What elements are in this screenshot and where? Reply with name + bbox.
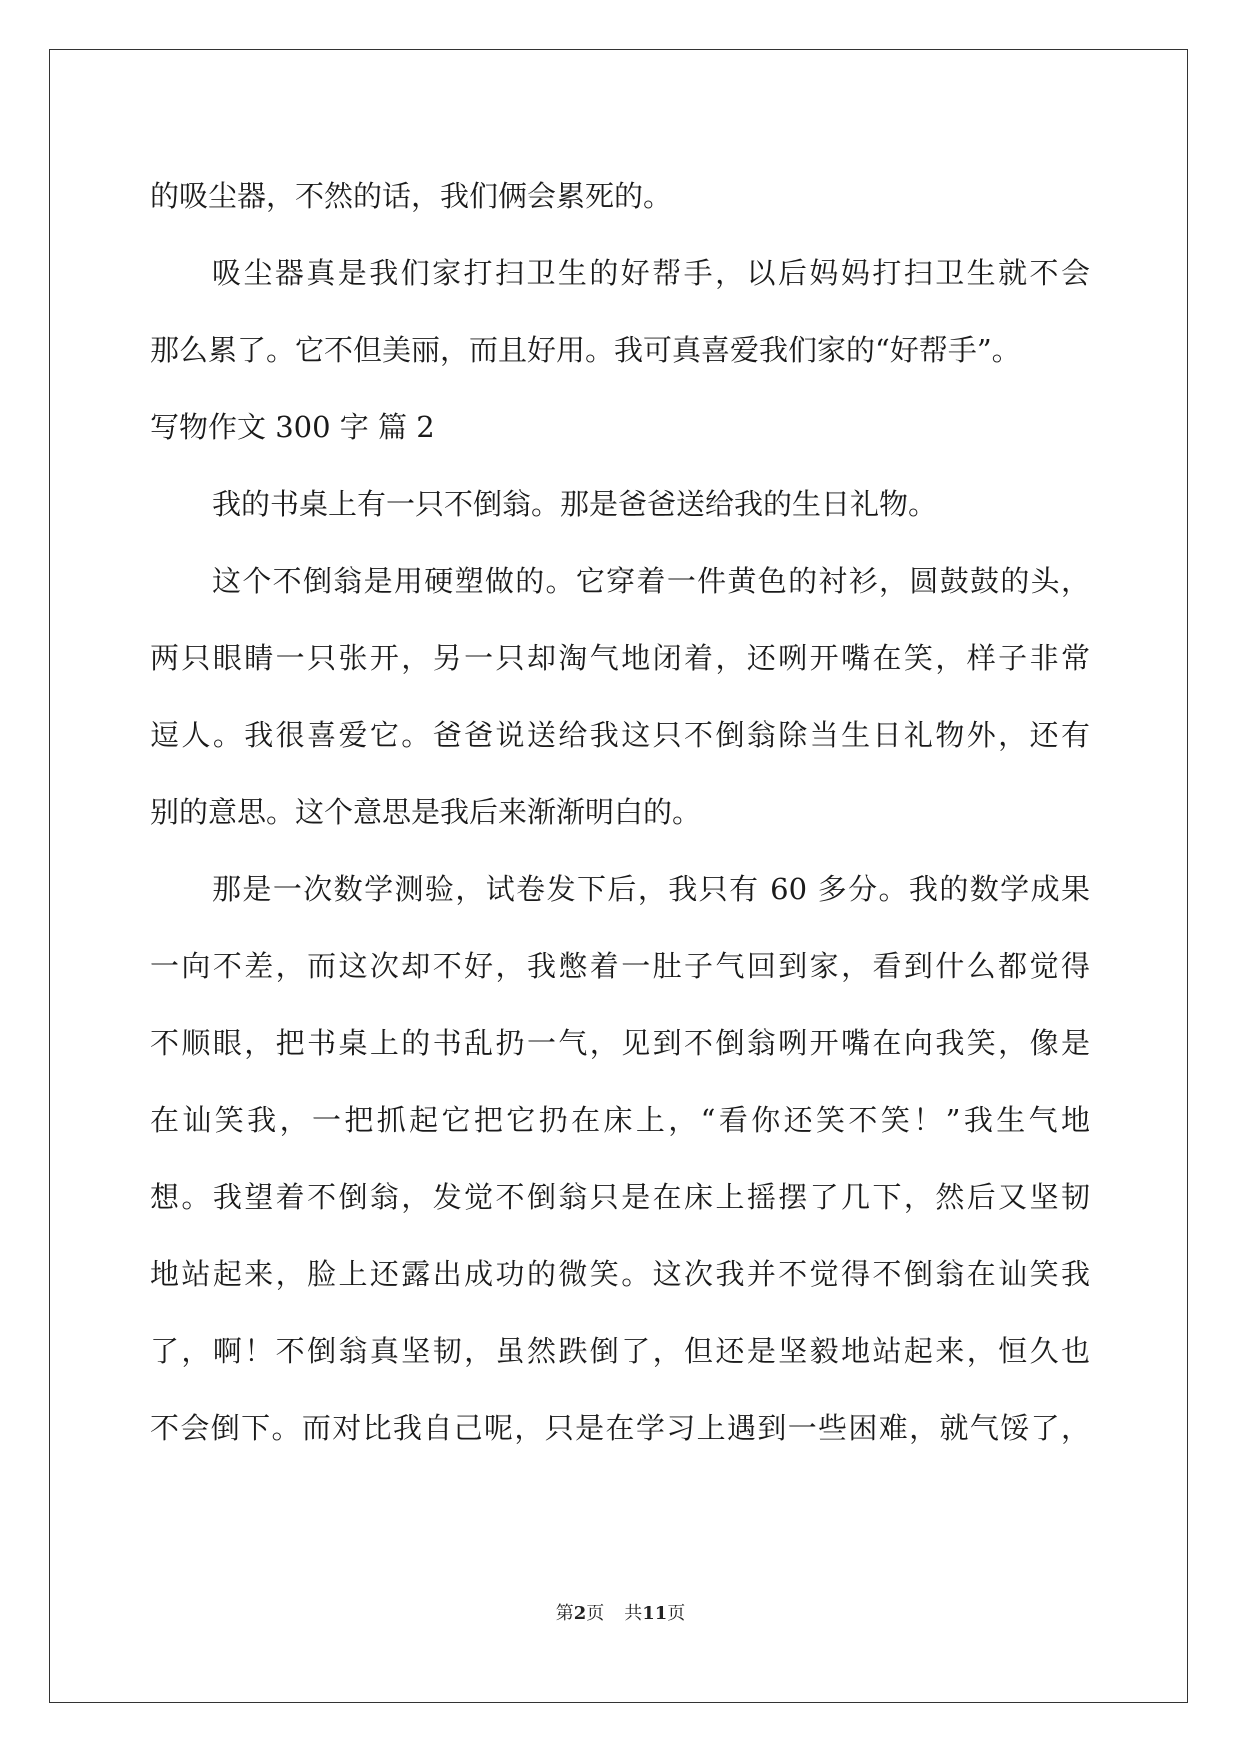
paragraph-line: 这个不倒翁是用硬塑做的。它穿着一件黄色的衬衫，圆鼓鼓的头，: [212, 564, 1090, 598]
total-prefix: 共: [624, 1603, 643, 1624]
paragraph-line: 的吸尘器，不然的话，我们俩会累死的。: [150, 179, 673, 213]
paragraph-line: 一向不差，而这次却不好，我憋着一肚子气回到家，看到什么都觉得: [150, 949, 1090, 983]
total-pages: 11: [642, 1603, 668, 1624]
paragraph-line: 想。我望着不倒翁，发觉不倒翁只是在床上摇摆了几下，然后又坚韧: [150, 1180, 1090, 1214]
section-heading: 写物作文 300 字 篇 2: [150, 410, 435, 444]
paragraph-line: 那么累了。它不但美丽，而且好用。我可真喜爱我们家的“好帮手”。: [150, 333, 1021, 367]
page-number: 2: [573, 1603, 587, 1624]
paragraph-line: 吸尘器真是我们家打扫卫生的好帮手，以后妈妈打扫卫生就不会: [212, 256, 1090, 290]
paragraph-line: 那是一次数学测验，试卷发下后，我只有 60 多分。我的数学成果: [212, 872, 1090, 906]
paragraph-line: 不会倒下。而对比我自己呢，只是在学习上遇到一些困难，就气馁了，: [150, 1411, 1090, 1445]
total-suffix: 页: [667, 1603, 686, 1624]
paragraph-line: 不顺眼，把书桌上的书乱扔一气，见到不倒翁咧开嘴在向我笑，像是: [150, 1026, 1090, 1060]
document-body: [150, 158, 1090, 1467]
paragraph-line: 我的书桌上有一只不倒翁。那是爸爸送给我的生日礼物。: [212, 487, 938, 521]
paragraph-line: 了，啊！不倒翁真坚韧，虽然跌倒了，但还是坚毅地站起来，恒久也: [150, 1334, 1090, 1368]
paragraph-line: 逗人。我很喜爱它。爸爸说送给我这只不倒翁除当生日礼物外，还有: [150, 718, 1090, 752]
page-prefix: 第: [555, 1603, 574, 1624]
page-suffix: 页: [586, 1603, 605, 1624]
paragraph-line: 地站起来，脸上还露出成功的微笑。这次我并不觉得不倒翁在讪笑我: [150, 1257, 1090, 1291]
page-footer: [0, 1599, 1241, 1625]
paragraph-line: 在讪笑我，一把抓起它把它扔在床上，“看你还笑不笑！”我生气地: [150, 1103, 1090, 1137]
paragraph-line: 两只眼睛一只张开，另一只却淘气地闭着，还咧开嘴在笑，样子非常: [150, 641, 1090, 675]
paragraph-line: 别的意思。这个意思是我后来渐渐明白的。: [150, 795, 702, 829]
